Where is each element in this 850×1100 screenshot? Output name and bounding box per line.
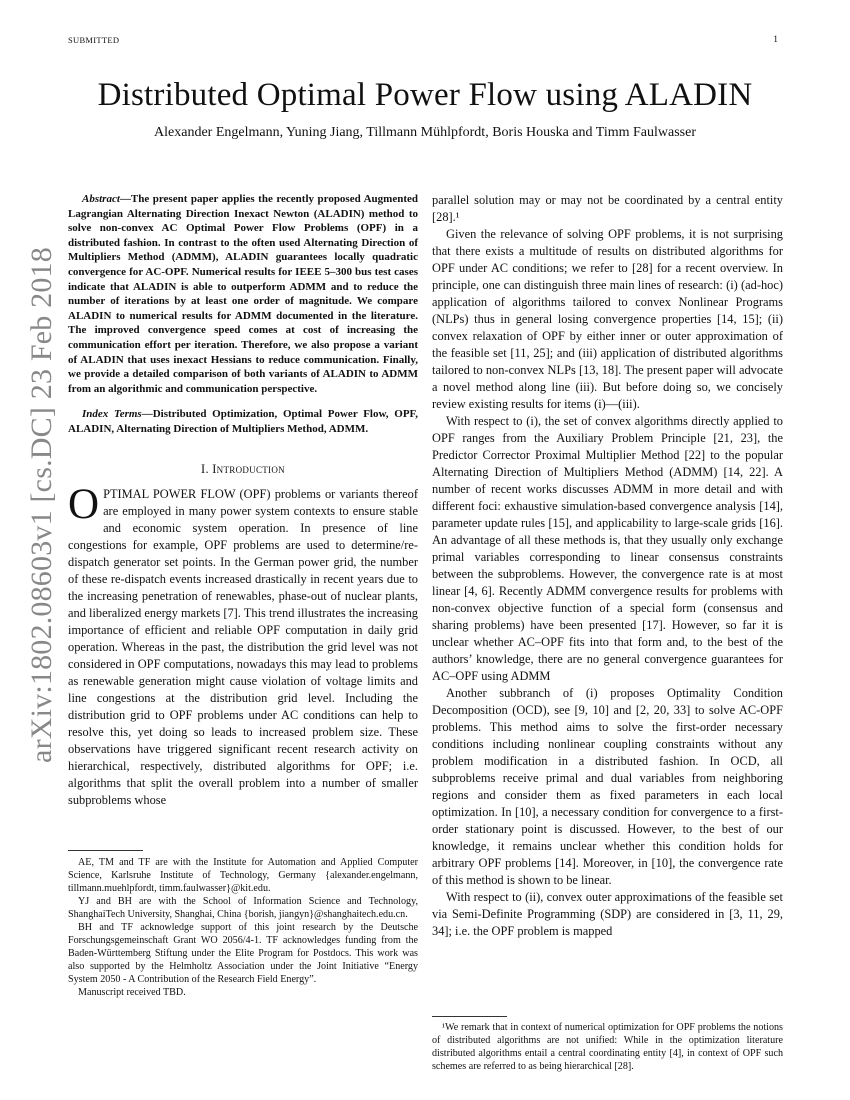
index-terms-text: —Distributed Optimization, Optimal Power Flow, OPF, ALADIN, Alternating Direction of Multipliers Method, ADMM.: [68, 408, 418, 435]
footnote-item: AE, TM and TF are with the Institute for Automation and Applied Computer Science, Karlsruhe Institute of Technology, Germany {alexander.engelmann, tillmann.muehlpfordt, timm.faulwasser}@kit.edu.: [68, 857, 418, 894]
left-column: [68, 192, 418, 809]
index-terms-lead: Index Terms: [82, 408, 142, 421]
footnote-rule-left: [68, 850, 143, 851]
abstract-lead: Abstract: [82, 193, 120, 205]
body-paragraph: Given the relevance of solving OPF problems, it is not surprising that there exists a multitude of results on distributed algorithms for OPF under AC conditions; we refer to [28] for a recent overview. In principle, one can distinguish three main lines of research: (i) (ad-hoc) application of algorithms tailored to convex Nonlinear Programs (NLPs) thus in general losing convergence properties [14, 15]; (ii) convex relaxation of OPF by either inner or outer approximation of the feasible set [11, 25]; and (iii) application of distributed algorithms tailored to non-convex NLPs [13, 18]. The present paper will advocate a novel method along line (iii). But before doing so, we concisely review existing results for items (i)—(iii).: [432, 227, 783, 411]
index-terms: [68, 407, 418, 436]
right-column: [432, 192, 783, 940]
body-paragraph: Another subbranch of (i) proposes Optimality Condition Decomposition (OCD), see [9, 10] and [2, 20, 33] to solve AC-OPF problems. This method aims to solve the first-order necessary conditions including nonlinear coupling constraints without any problem modification in a distributed fashion. In OCD, all subproblems receive primal and dual variables from neighboring regions and consider them as fixed parameters in each local optimization. In [10], a necessary condition for convergence to a first-order stationary point is discussed. However, to the best of our knowledge, it remains unclear whether this condition holds for arbitrary OPF problems [14]. Moreover, in [10], the convergence rate of this method is shown to be linear.: [432, 686, 783, 887]
abstract-text: —The present paper applies the recently proposed Augmented Lagrangian Alternating Direction Inexact Newton (ALADIN) method to solve non-convex AC Optimal Power Flow Problems (OPF) in a distributed fashion. In contrast to the often used Alternating Direction of Multipliers Method (ADMM), ALADIN guarantees locally quadratic convergence for AC-OPF. Numerical results for IEEE 5–300 bus test cases indicate that ALADIN is able to outperform ADMM and to reduce the number of iterations by at least one order of magnitude. We compare ALADIN to numerical results for ADMM documented in the literature. The improved convergence speed comes at cost of increasing the communication effort per iteration. Therefore, we also propose a variant of ALADIN that uses inexact Hessians to reduce communication. Finally, we provide a detailed comparison of both variants of ALADIN to ADMM from an algorithmic and communication perspective.: [68, 193, 418, 395]
arxiv-stamp-text: arXiv:1802.08603v1 [cs.DC] 23 Feb 2018: [25, 247, 58, 763]
abstract: [68, 192, 418, 396]
arxiv-stamp: [22, 247, 62, 763]
footnote-item: Manuscript received TBD.: [78, 987, 186, 998]
footnote-rule-right: [432, 1016, 507, 1017]
footnote-item: ¹We remark that in context of numerical optimization for OPF problems the notions of distributed algorithms are not unified: While in the optimization literature distributed algorithms entail a central coordinating entity [4], in context of OPF such schemes are referred to as being hierarchical [28].: [432, 1022, 783, 1072]
footnote-item: BH and TF acknowledge support of this joint research by the Deutsche Forschungsgemeinschaft Grant WO 2056/4-1. TF acknowledges funding from the Baden-Württemberg Stiftung under the Elite Program for Postdocs. This work was also supported by the Helmholtz Association under the Joint Initiative “Energy System 2050 - A Contribution of the Research Field Energy”.: [68, 922, 418, 985]
dropcap: O: [68, 480, 100, 528]
paper-title: Distributed Optimal Power Flow using ALADIN: [97, 77, 753, 113]
introduction: [68, 480, 418, 809]
body-paragraph: With respect to (i), the set of convex algorithms directly applied to OPF ranges from the Auxiliary Problem Principle [21, 23], the Predictor Corrector Proximal Multiplier Method [22] to the popular Alternating Direction of Multipliers Method (ADMM) [14, 22]. A number of recent works discusses ADMM in more detail and with different foci: exhaustive simulation-based convergence analysis [14], parameter update rules [15], and applicability to large-scale grids [16]. An advantage of all these methods is, that they usually only exchange primal variables corresponding to linear consensus constraints between the subproblems. However, the convergence rate is at most linear [4, 6]. Recently ADMM convergence results for problems with non-convex objective function of a special form (consensus and sharing problems) have been presented [17]. However, so far it is unclear whether AC–OPF fits into that form and, to the best of the authors’ knowledge, there are no general convergence guarantees for AC–OPF using ADMM: [432, 414, 783, 683]
affiliation-footnotes: [68, 856, 418, 999]
body-paragraph: parallel solution may or may not be coordinated by a central entity [28].¹: [432, 193, 783, 224]
body-paragraph: With respect to (ii), convex outer approximations of the feasible set via Semi-Definite Programming (SDP) are considered in [3, 11, 29, 34]; i.e. the OPF problem is mapped: [432, 890, 783, 938]
paper-authors: Alexander Engelmann, Yuning Jiang, Tillmann Mühlpfordt, Boris Houska and Timm Faulwasser: [154, 125, 696, 140]
footnote-item: YJ and BH are with the School of Information Science and Technology, ShanghaiTech University, Shanghai, China {borish, jiangyn}@shanghaitech.edu.cn.: [68, 896, 418, 920]
intro-paragraph: [68, 480, 418, 809]
page-number: 1: [773, 35, 778, 45]
footnote-right: [432, 1021, 783, 1073]
intro-text: PTIMAL POWER FLOW (OPF) problems or variants thereof are employed in many power system contexts to ensure stable and economic system operation. In presence of line congestions for example, OPF problems are used to determine/re-dispatch generator set points. In the German power grid, the number of these re-dispatch events increased drastically in recent years due to the increasing penetration of renewables, phase-out of nuclear plants, and liberalized energy markets [7]. This trend illustrates the increasing importance of efficient and reliable OPF computation in daily grid operation. Whereas in the past, the distribution the grid level was not considered in OPF computations, nowadays this may lead to problems as renewable generation might cause violation of voltage limits and line congestions at the distribution grid level. Including the distribution grid to OPF problems under AC conditions can help to resolve this, yet doing so leads to increased problem size. These observations have triggered significant recent research activity on hierarchical, respectively, distributed algorithms for OPF; i.e. algorithms that split the overall problem into a number of smaller subproblems whose: [68, 486, 418, 807]
running-header: SUBMITTED: [68, 35, 120, 45]
section-heading: I. Introduction: [201, 461, 285, 476]
